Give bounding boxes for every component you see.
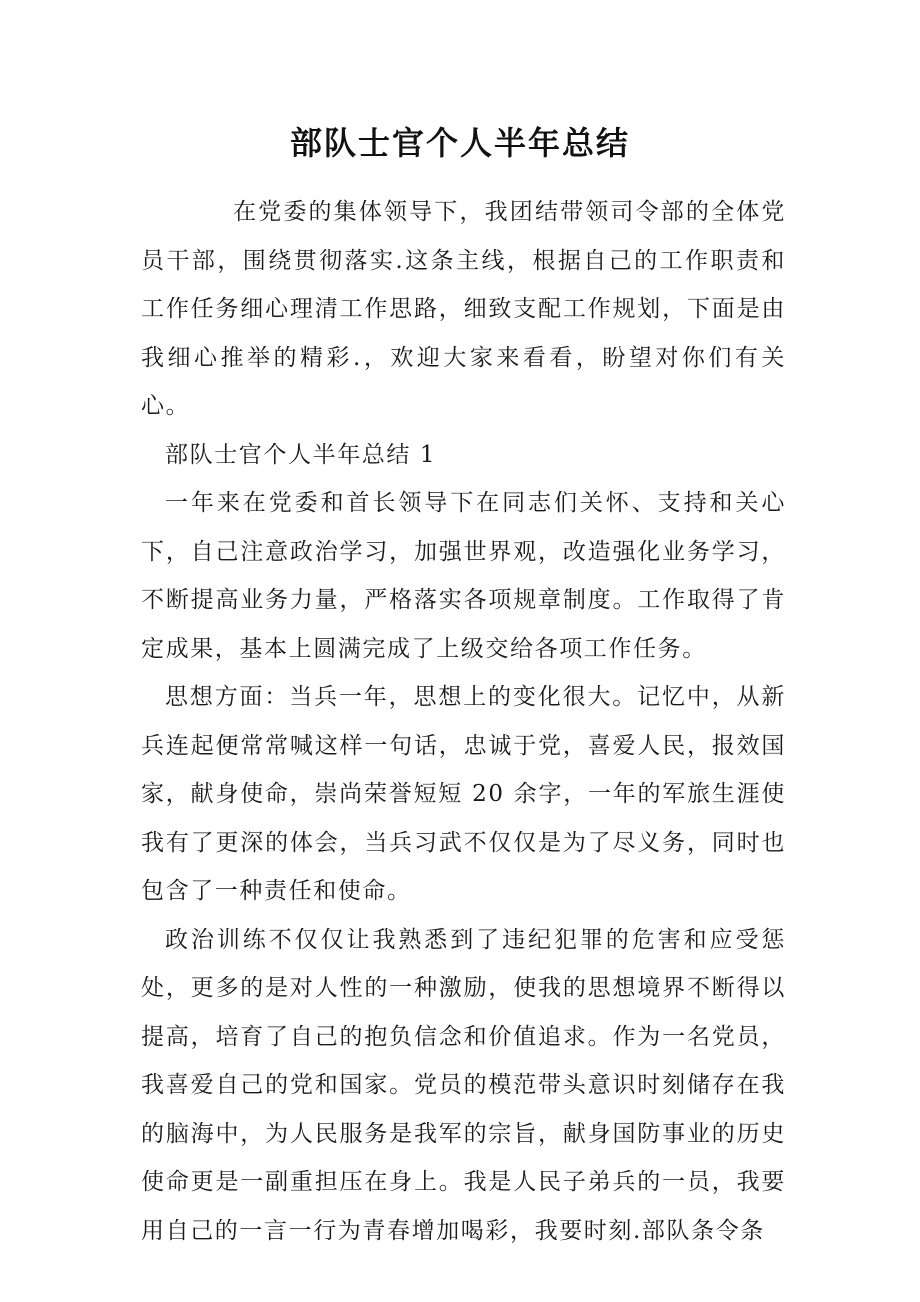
section-heading: 部队士官个人半年总结 1 xyxy=(165,441,437,468)
body-paragraph: 思想方面：当兵一年，思想上的变化很大。记忆中，从新兵连起便常常喊这样一句话，忠诚于党，喜爱人民，报效国家，献身使命，崇尚荣誉短短 20 余字，一年的军旅生涯使我有了更深的体会，当兵习武不仅仅是为了尽义务，同时也包含了一种责任和使命。 xyxy=(141,684,786,904)
intro-paragraph: 在党委的集体领导下，我团结带领司令部的全体党员干部，围绕贯彻落实.这条主线，根据自己的工作职责和工作任务细心理清工作思路，细致支配工作规划，下面是由我细心推举的精彩.，欢迎大家来看看，盼望对你们有关心。 xyxy=(141,199,786,419)
body-paragraph: 政治训练不仅仅让我熟悉到了违纪犯罪的危害和应受惩处，更多的是对人性的一种激励，使我的思想境界不断得以提高，培育了自己的抱负信念和价值追求。作为一名党员，我喜爱自己的党和国家。党员的模范带头意识时刻储存在我的脑海中，为人民服务是我军的宗旨，献身国防事业的历史使命更是一副重担压在身上。我是人民子弟兵的一员，我要用自己的一言一行为青春增加喝彩，我要时刻.部队条令条 xyxy=(141,926,786,1244)
body-paragraph: 一年来在党委和首长领导下在同志们关怀、支持和关心下，自己注意政治学习，加强世界观，改造强化业务学习，不断提高业务力量，严格落实各项规章制度。工作取得了肯定成果，基本上圆满完成了上级交给各项工作任务。 xyxy=(141,490,786,662)
page-title: 部队士官个人半年总结 xyxy=(289,124,630,162)
document-body xyxy=(141,188,786,1255)
